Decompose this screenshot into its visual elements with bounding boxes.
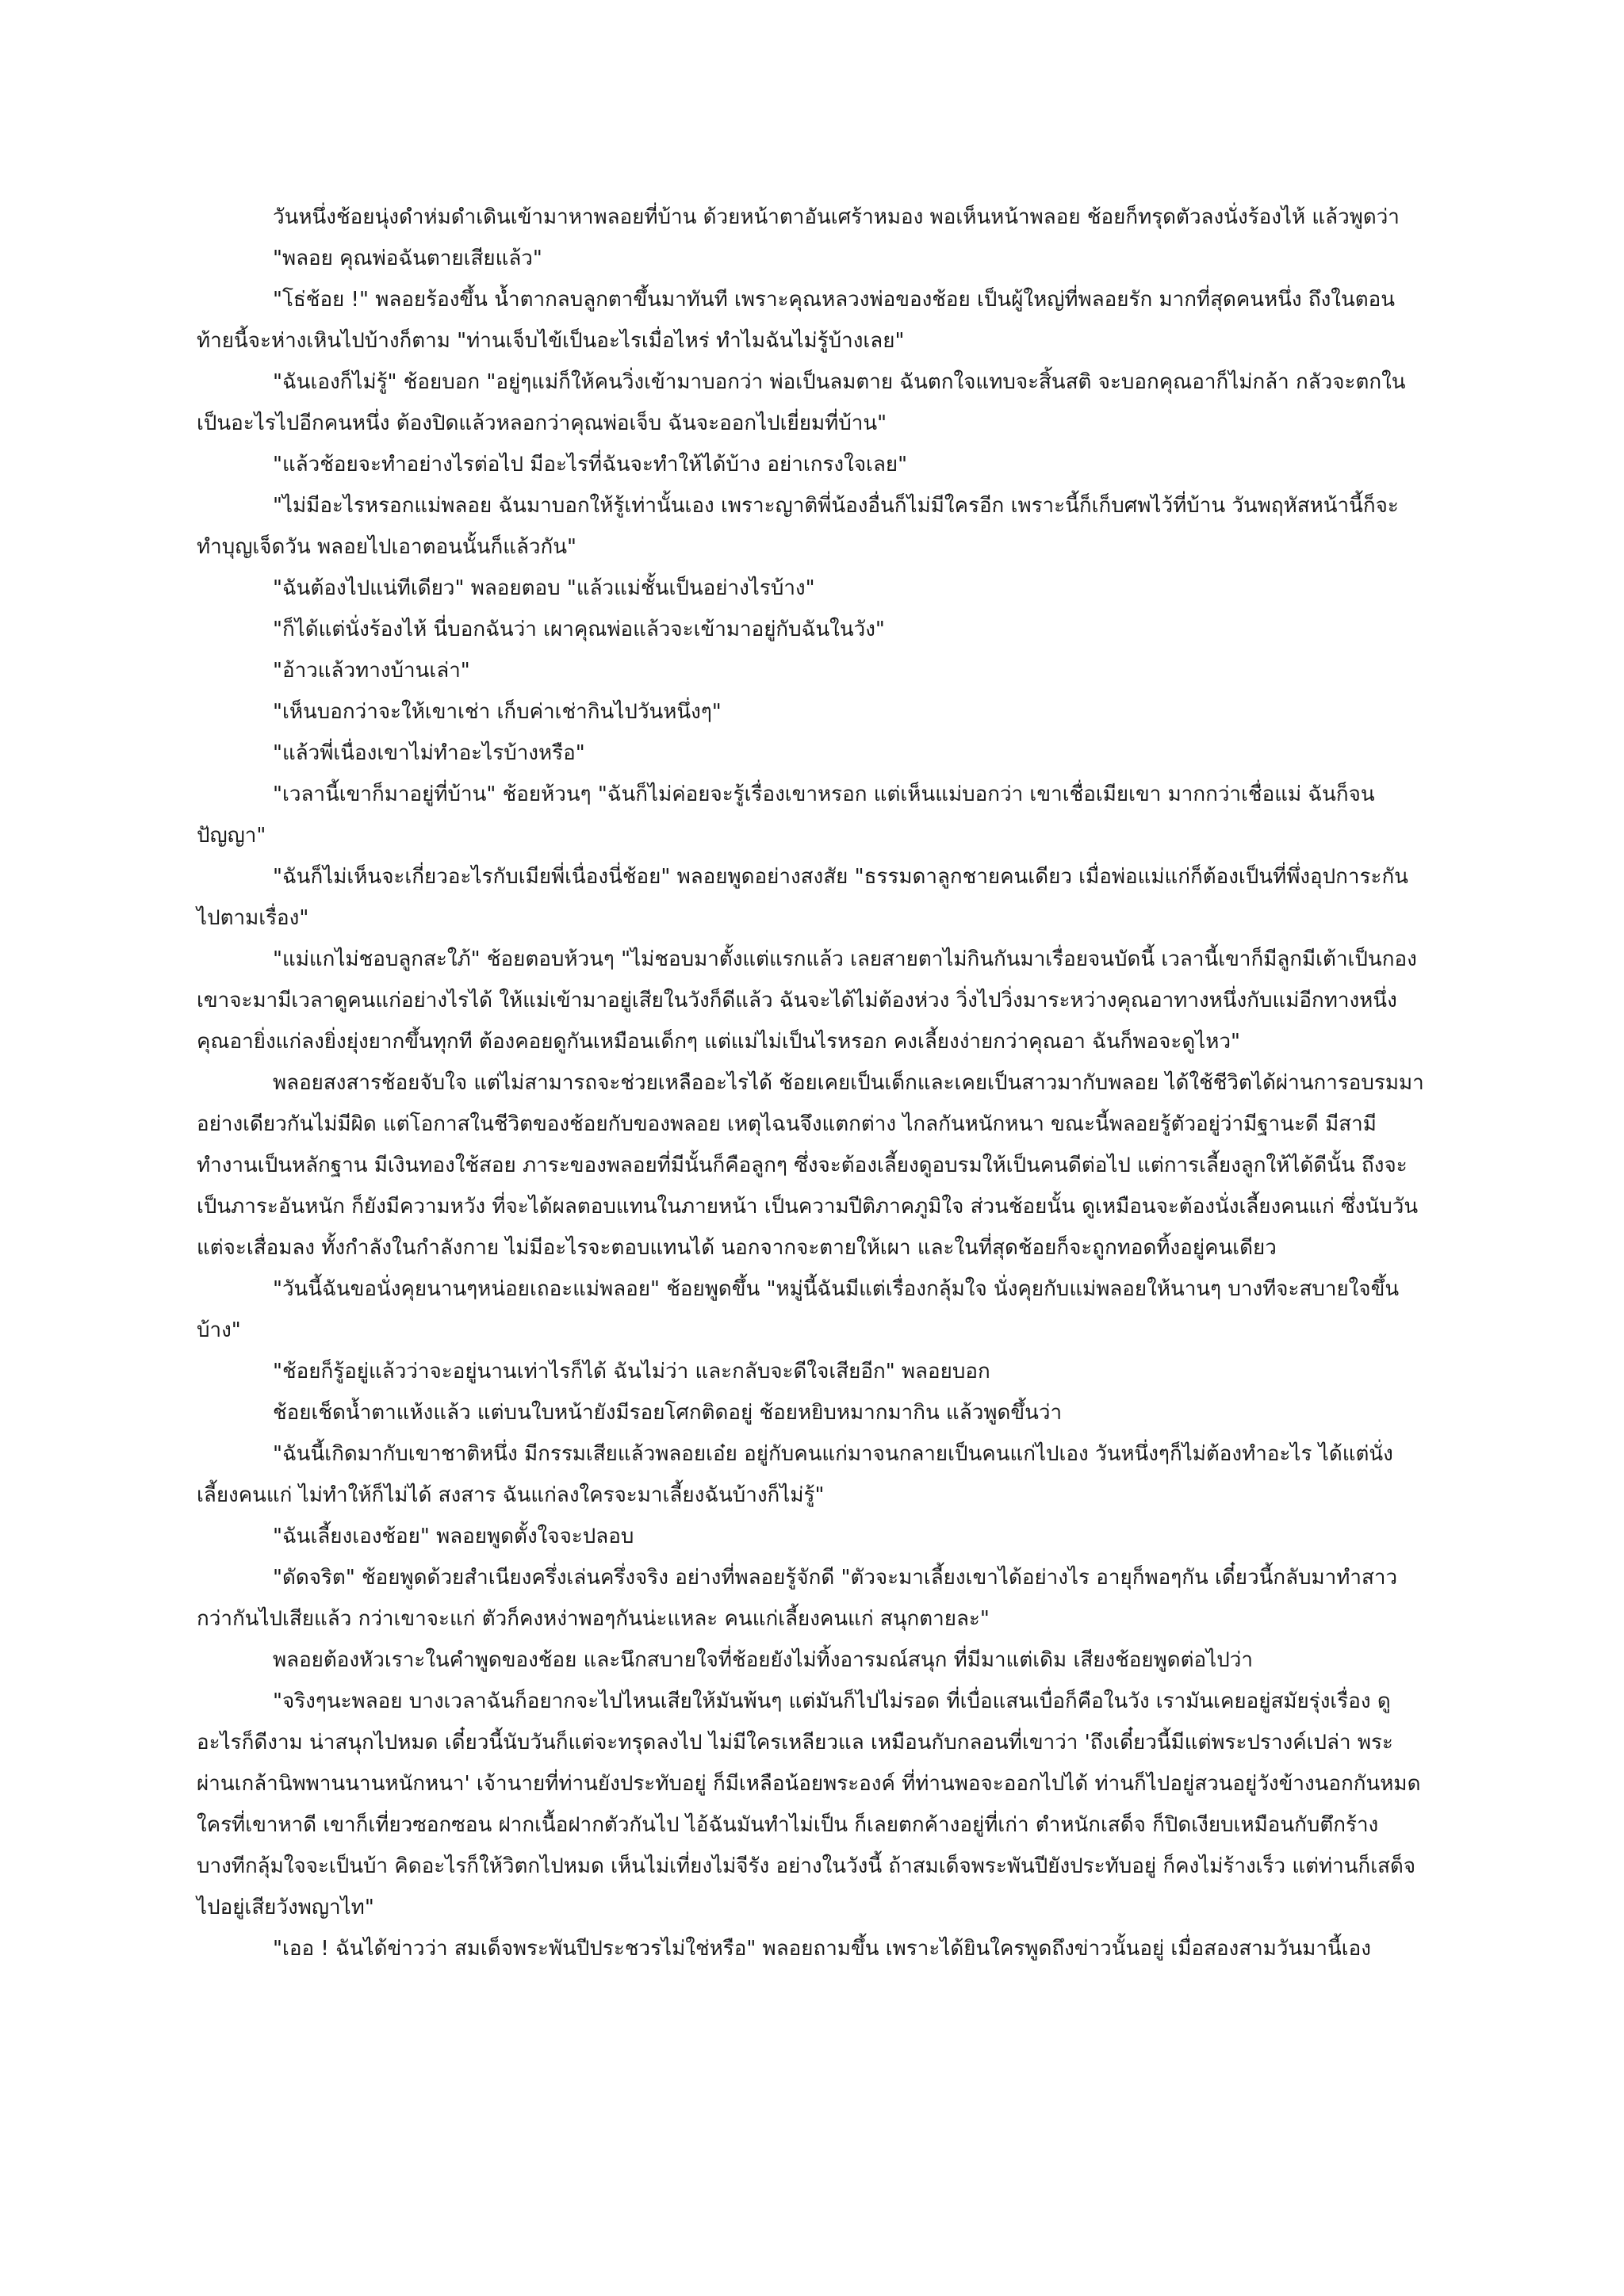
paragraph: พลอยสงสารช้อยจับใจ แต่ไม่สามารถจะช่วยเหลืออะไรได้ ช้อยเคยเป็นเด็กและเคยเป็นสาวมากับพลอย ได้ใช้ชีวิตได้ผ่านการอบรมมาอย่างเดียวกันไม่มีผิด แต่โอกาสในชีวิตของช้อยกับของพลอย เหตุไฉนจึงแตกต่าง ไกลกันหนักหนา ขณะนี้พลอยรู้ตัวอยู่ว่ามีฐานะดี มีสามีทำงานเป็นหลักฐาน มีเงินทองใช้สอย ภาระของพลอยที่มีนั้นก็คือลูกๆ ซึ่งจะต้องเลี้ยงดูอบรมให้เป็นคนดีต่อไป แต่การเลี้ยงลูกให้ได้ดีนั้น ถึงจะเป็นภาระอันหนัก ก็ยังมีความหวัง ที่จะได้ผลตอบแทนในภายหน้า เป็นความปีติภาคภูมิใจ ส่วนช้อยนั้น ดูเหมือนจะต้องนั่งเลี้ยงคนแก่ ซึ่งนับวันแต่จะเสื่อมลง ทั้งกำลังในกำลังกาย ไม่มีอะไรจะตอบแทนได้ นอกจากจะตายให้เผา และในที่สุดช้อยก็จะถูกทอดทิ้งอยู่คนเดียว	[197, 1071, 1424, 1260]
paragraph: "ก็ได้แต่นั่งร้องไห้ นี่บอกฉันว่า เผาคุณพ่อแล้วจะเข้ามาอยู่กับฉันในวัง"	[273, 618, 885, 641]
paragraph: "แล้วช้อยจะทำอย่างไรต่อไป มีอะไรที่ฉันจะทำให้ได้บ้าง อย่าเกรงใจเลย"	[273, 453, 908, 476]
paragraph: "ไม่มีอะไรหรอกแม่พลอย ฉันมาบอกให้รู้เท่านั้นเอง เพราะญาติพี่น้องอื่นก็ไม่มีใครอีก เพราะนี้ก็เก็บศพไว้ที่บ้าน วันพฤหัสหน้านี้ก็จะทำบุญเจ็ดวัน พลอยไปเอาตอนนั้นก็แล้วกัน"	[197, 494, 1399, 559]
paragraph: "เออ ! ฉันได้ข่าวว่า สมเด็จพระพันปีประชวรไม่ใช่หรือ" พลอยถามขึ้น เพราะได้ยินใครพูดถึงข่าวนั้นอยู่ เมื่อสองสามวันมานี้เอง	[273, 1937, 1371, 1961]
paragraph: "ดัดจริต" ช้อยพูดด้วยสำเนียงครึ่งเล่นครึ่งจริง อย่างที่พลอยรู้จักดี "ตัวจะมาเลี้ยงเขาได้อย่างไร อายุก็พอๆกัน เดี๋ยวนี้กลับมาทำสาวกว่ากันไปเสียแล้ว กว่าเขาจะแก่ ตัวก็คงหง่าพอๆกันน่ะแหละ คนแก่เลี้ยงคนแก่ สนุกตายละ"	[197, 1566, 1398, 1631]
paragraph: "อ้าวแล้วทางบ้านเล่า"	[273, 659, 470, 683]
paragraph: "เห็นบอกว่าจะให้เขาเช่า เก็บค่าเช่ากินไปวันหนึ่งๆ"	[273, 700, 722, 724]
paragraph: พลอยต้องหัวเราะในคำพูดของช้อย และนึกสบายใจที่ช้อยยังไม่ทิ้งอารมณ์สนุก ที่มีมาแต่เดิม เสียงช้อยพูดต่อไปว่า	[273, 1648, 1253, 1672]
paragraph: "ฉันก็ไม่เห็นจะเกี่ยวอะไรกับเมียพี่เนื่องนี่ช้อย" พลอยพูดอย่างสงสัย "ธรรมดาลูกชายคนเดียว เมื่อพ่อแม่แก่ก็ต้องเป็นที่พึ่งอุปการะกันไปตามเรื่อง"	[197, 865, 1408, 930]
paragraph: "วันนี้ฉันขอนั่งคุยนานๆหน่อยเถอะแม่พลอย" ช้อยพูดขึ้น "หมู่นี้ฉันมีแต่เรื่องกลุ้มใจ นั่งคุยกับแม่พลอยให้นานๆ บางทีจะสบายใจขึ้นบ้าง"	[197, 1277, 1400, 1342]
paragraph: "ฉันเลี้ยงเองช้อย" พลอยพูดตั้งใจจะปลอบ	[273, 1525, 634, 1548]
paragraph: "พลอย คุณพ่อฉันตายเสียแล้ว"	[273, 247, 542, 270]
paragraph: "ช้อยก็รู้อยู่แล้วว่าจะอยู่นานเท่าไรก็ได้ ฉันไม่ว่า และกลับจะดีใจเสียอีก" พลอยบอก	[273, 1360, 990, 1383]
paragraph: "เวลานี้เขาก็มาอยู่ที่บ้าน" ช้อยห้วนๆ "ฉันก็ไม่ค่อยจะรู้เรื่องเขาหรอก แต่เห็นแม่บอกว่า เขาเชื่อเมียเขา มากกว่าเชื่อแม่ ฉันก็จนปัญญา"	[197, 783, 1375, 848]
paragraph: "แม่แกไม่ชอบลูกสะใภ้" ช้อยตอบห้วนๆ "ไม่ชอบมาตั้งแต่แรกแล้ว เลยสายตาไม่กินกันมาเรื่อยจนบัดนี้ เวลานี้เขาก็มีลูกมีเต้าเป็นกอง เขาจะมามีเวลาดูคนแก่อย่างไรได้ ให้แม่เข้ามาอยู่เสียในวังก็ดีแล้ว ฉันจะได้ไม่ต้องห่วง วิ่งไปวิ่งมาระหว่างคุณอาทางหนึ่งกับแม่อีกทางหนึ่ง คุณอายิ่งแก่ลงยิ่งยุ่งยากขึ้นทุกที ต้องคอยดูกันเหมือนเด็กๆ แต่แม่ไม่เป็นไรหรอก คงเลี้ยงง่ายกว่าคุณอา ฉันก็พอจะดูไหว"	[197, 947, 1417, 1054]
paragraph: "จริงๆนะพลอย บางเวลาฉันก็อยากจะไปไหนเสียให้มันพ้นๆ แต่มันก็ไปไม่รอด ที่เบื่อแสนเบื่อก็คือในวัง เรามันเคยอยู่สมัยรุ่งเรื่อง ดูอะไรก็ดีงาม น่าสนุกไปหมด เดี๋ยวนี้นับวันก็แต่จะทรุดลงไป ไม่มีใครเหลียวแล เหมือนกับกลอนที่เขาว่า 'ถึงเดี๋ยวนี้มีแต่พระปรางค์เปล่า พระผ่านเกล้านิพพานนานหนักหนา' เจ้านายที่ท่านยังประทับอยู่ ก็มีเหลือน้อยพระองค์ ที่ท่านพอจะออกไปได้ ท่านก็ไปอยู่สวนอยู่วังข้างนอกกันหมด ใครที่เขาหาดี เขาก็เที่ยวซอกซอน ฝากเนื้อฝากตัวกันไป ไอ้ฉันมันทำไม่เป็น ก็เลยตกค้างอยู่ที่เก่า ตำหนักเสด็จ ก็ปิดเงียบเหมือนกับตึกร้าง บางทีกลุ้มใจจะเป็นบ้า คิดอะไรก็ให้วิตกไปหมด เห็นไม่เที่ยงไม่จีรัง อย่างในวังนี้ ถ้าสมเด็จพระพันปียังประทับอยู่ ก็คงไม่ร้างเร็ว แต่ท่านก็เสด็จไปอยู่เสียวังพญาไท"	[197, 1689, 1421, 1919]
paragraph: ช้อยเช็ดน้ำตาแห้งแล้ว แต่บนใบหน้ายังมีรอยโศกติดอยู่ ช้อยหยิบหมากมากิน แล้วพูดขึ้นว่า	[273, 1401, 1063, 1425]
paragraph: "โธ่ช้อย !" พลอยร้องขึ้น น้ำตากลบลูกตาขึ้นมาทันที เพราะคุณหลวงพ่อของช้อย เป็นผู้ใหญ่ที่พลอยรัก มากที่สุดคนหนึ่ง ถึงในตอนท้ายนี้จะห่างเหินไปบ้างก็ตาม "ท่านเจ็บไข้เป็นอะไรเมื่อไหร่ ทำไมฉันไม่รู้บ้างเลย"	[197, 288, 1396, 353]
paragraph: "ฉันเองก็ไม่รู้" ช้อยบอก "อยู่ๆแม่ก็ให้คนวิ่งเข้ามาบอกว่า พ่อเป็นลมตาย ฉันตกใจแทบจะสิ้นสติ จะบอกคุณอาก็ไม่กล้า กลัวจะตกในเป็นอะไรไปอีกคนหนึ่ง ต้องปิดแล้วหลอกว่าคุณพ่อเจ็บ ฉันจะออกไปเยี่ยมที่บ้าน"	[197, 370, 1406, 435]
paragraph: "ฉันต้องไปแน่ทีเดียว" พลอยตอบ "แล้วแม่ชั้นเป็นอย่างไรบ้าง"	[273, 576, 815, 600]
document-body	[197, 197, 1427, 1969]
paragraph: วันหนึ่งช้อยนุ่งดำห่มดำเดินเข้ามาหาพลอยที่บ้าน ด้วยหน้าตาอันเศร้าหมอง พอเห็นหน้าพลอย ช้อยก็ทรุดตัวลงนั่งร้องไห้ แล้วพูดว่า	[273, 205, 1400, 229]
paragraph: "แล้วพี่เนื่องเขาไม่ทำอะไรบ้างหรือ"	[273, 741, 585, 765]
paragraph: "ฉันนี้เกิดมากับเขาชาติหนึ่ง มีกรรมเสียแล้วพลอยเอ๋ย อยู่กับคนแก่มาจนกลายเป็นคนแก่ไปเอง วันหนึ่งๆก็ไม่ต้องทำอะไร ได้แต่นั่งเลี้ยงคนแก่ ไม่ทำให้ก็ไม่ได้ สงสาร ฉันแก่ลงใครจะมาเลี้ยงฉันบ้างก็ไม่รู้"	[197, 1442, 1393, 1507]
